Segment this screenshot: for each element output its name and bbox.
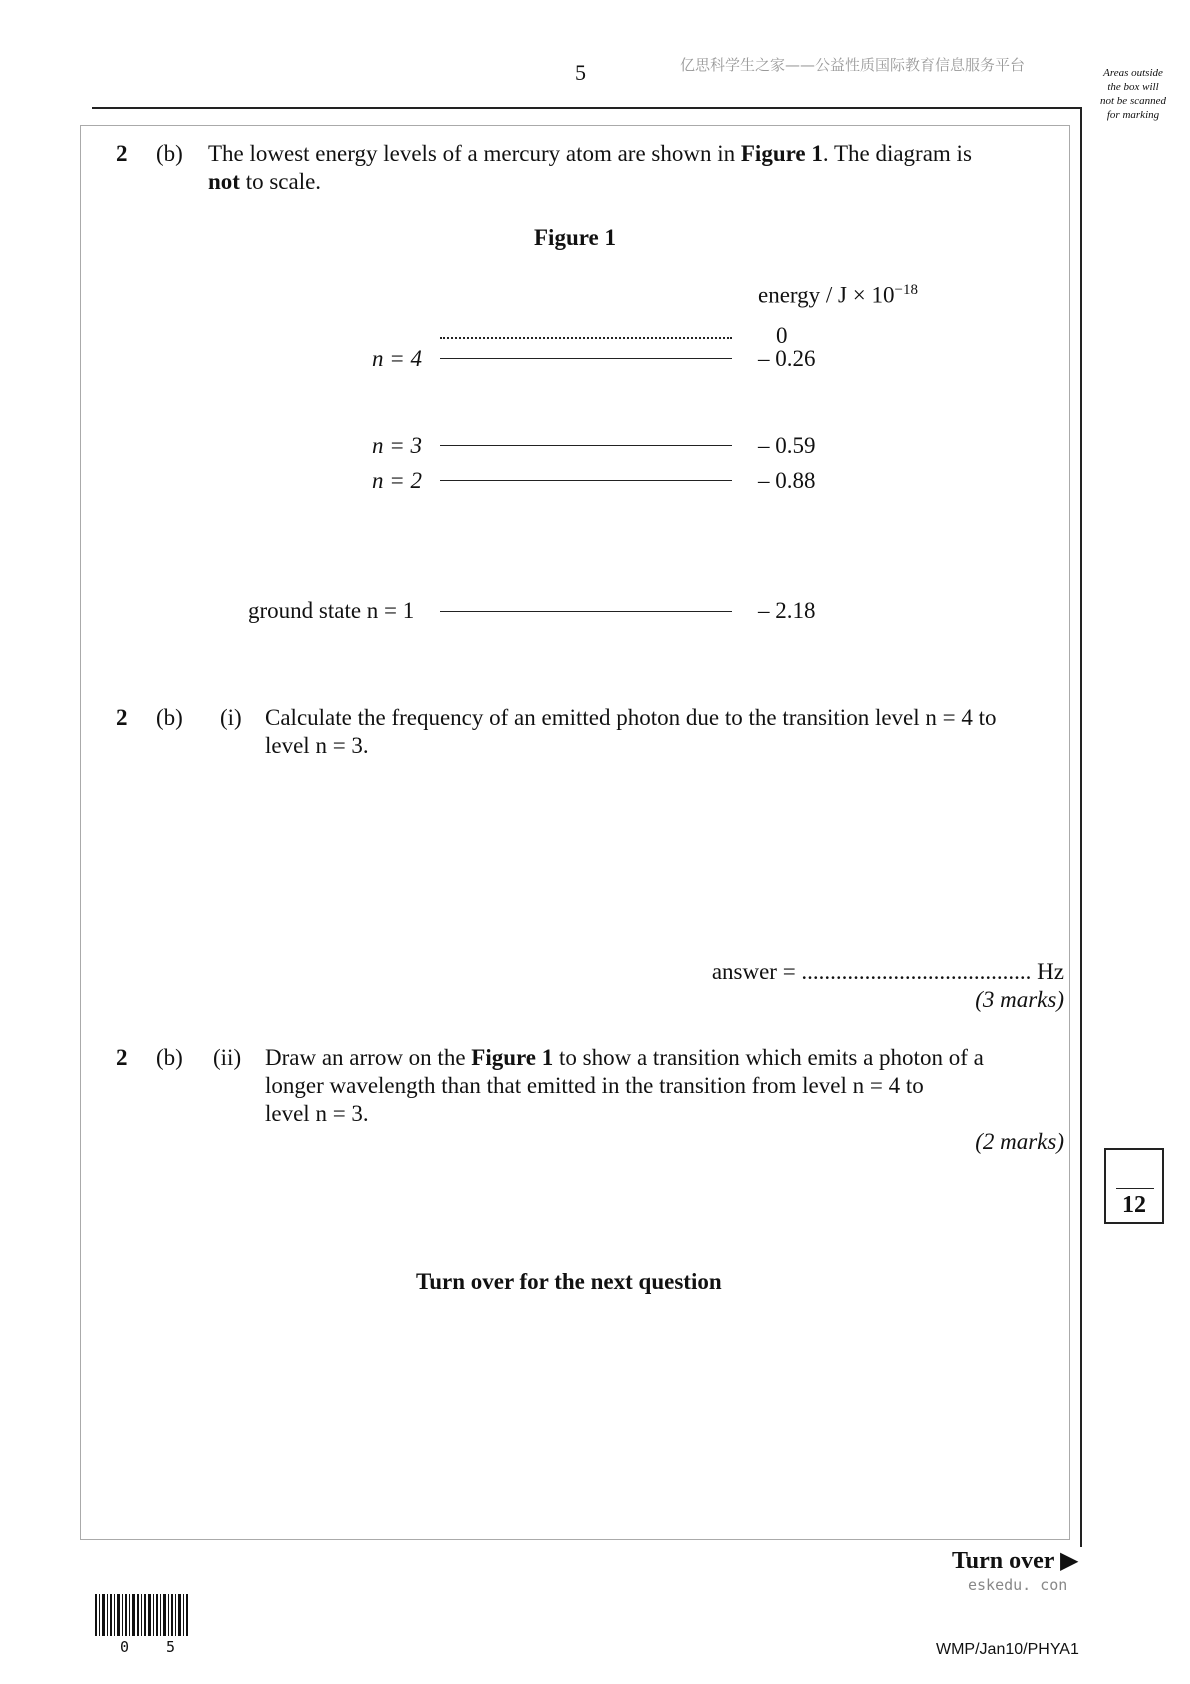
answer-field[interactable]: ........................................ bbox=[801, 959, 1032, 984]
figure-reference: Figure 1 bbox=[471, 1045, 554, 1070]
level-value: – 0.59 bbox=[758, 433, 816, 458]
sub-part: (i) bbox=[220, 705, 242, 730]
intro-text-2: . The diagram is bbox=[822, 141, 972, 166]
intro-text-3: to scale. bbox=[239, 169, 322, 194]
figure-title: Figure 1 bbox=[534, 225, 616, 250]
level-label: n = 2 bbox=[372, 468, 423, 493]
answer-line[interactable] bbox=[686, 958, 1064, 986]
unit-label: energy / J × 10 bbox=[758, 282, 895, 308]
part-ii-text-c: to show a transition which emits a photon of a bbox=[553, 1045, 984, 1070]
margin-note-line: the box will bbox=[1107, 81, 1159, 93]
question-number: 2 bbox=[116, 141, 128, 166]
question-part: (b) bbox=[156, 141, 183, 166]
marks-total-box bbox=[1104, 1148, 1164, 1224]
level-label: n = 3 bbox=[372, 433, 423, 458]
answer-prefix: answer = bbox=[711, 959, 802, 984]
margin-note-line: for marking bbox=[1106, 109, 1160, 121]
marks-label: (3 marks) bbox=[975, 987, 1064, 1012]
intro-text bbox=[208, 140, 1038, 196]
marks-box-line bbox=[1116, 1188, 1154, 1189]
barcode-image bbox=[95, 1594, 189, 1636]
question-number: 2 bbox=[116, 1045, 128, 1070]
watermark-text: 亿思科学生之家——公益性质国际教育信息服务平台 bbox=[680, 56, 1026, 74]
part-ii-line bbox=[265, 1044, 1065, 1072]
top-rule bbox=[92, 107, 1082, 109]
page-number: 5 bbox=[575, 60, 586, 85]
part-ii-line: longer wavelength than that emitted in the transition from level n = 4 to bbox=[265, 1073, 924, 1098]
part-ii-text bbox=[265, 1044, 1065, 1128]
level-value: – 0.26 bbox=[758, 346, 816, 371]
level-line-n4 bbox=[440, 358, 732, 359]
margin-note-line: not be scanned bbox=[1100, 95, 1166, 107]
turn-over-label: Turn over ▶ bbox=[952, 1548, 1079, 1574]
level-label: ground state n = 1 bbox=[248, 598, 415, 623]
part-i-line: Calculate the frequency of an emitted photon due to the transition level n = 4 to bbox=[265, 705, 997, 730]
site-watermark: eskedu. con bbox=[968, 1576, 1068, 1594]
level-line-ground bbox=[440, 611, 732, 612]
margin-note bbox=[1090, 66, 1176, 122]
question-part: (b) bbox=[156, 1045, 183, 1070]
bold-not: not bbox=[208, 169, 240, 194]
sub-part: (ii) bbox=[213, 1045, 242, 1070]
turn-over-question: Turn over for the next question bbox=[416, 1269, 722, 1294]
level-value: – 0.88 bbox=[758, 468, 816, 493]
part-ii-text-a: Draw an arrow on the bbox=[265, 1045, 472, 1070]
part-i-line: level n = 3. bbox=[265, 733, 369, 758]
unit-exponent: −18 bbox=[894, 282, 918, 298]
barcode-number: 0 5 bbox=[120, 1638, 190, 1656]
question-number: 2 bbox=[116, 705, 128, 730]
paper-code: WMP/Jan10/PHYA1 bbox=[936, 1641, 1079, 1658]
right-margin-rule bbox=[1080, 107, 1082, 1547]
level-line-n2 bbox=[440, 480, 732, 481]
level-label: n = 4 bbox=[372, 346, 423, 371]
part-i-text bbox=[265, 704, 1065, 760]
level-value: – 2.18 bbox=[758, 598, 816, 623]
level-line-n3 bbox=[440, 445, 732, 446]
figure-reference: Figure 1 bbox=[740, 141, 823, 166]
part-ii-line: level n = 3. bbox=[265, 1101, 369, 1126]
level-value: 0 bbox=[776, 323, 788, 348]
marks-label: (2 marks) bbox=[975, 1129, 1064, 1154]
level-line-zero bbox=[440, 337, 732, 339]
marks-total: 12 bbox=[1122, 1192, 1146, 1218]
answer-unit: Hz bbox=[1031, 959, 1064, 984]
question-part: (b) bbox=[156, 705, 183, 730]
margin-note-line: Areas outside bbox=[1103, 67, 1163, 79]
intro-text-1: The lowest energy levels of a mercury atom are shown in bbox=[208, 141, 741, 166]
energy-unit-label bbox=[758, 276, 918, 310]
